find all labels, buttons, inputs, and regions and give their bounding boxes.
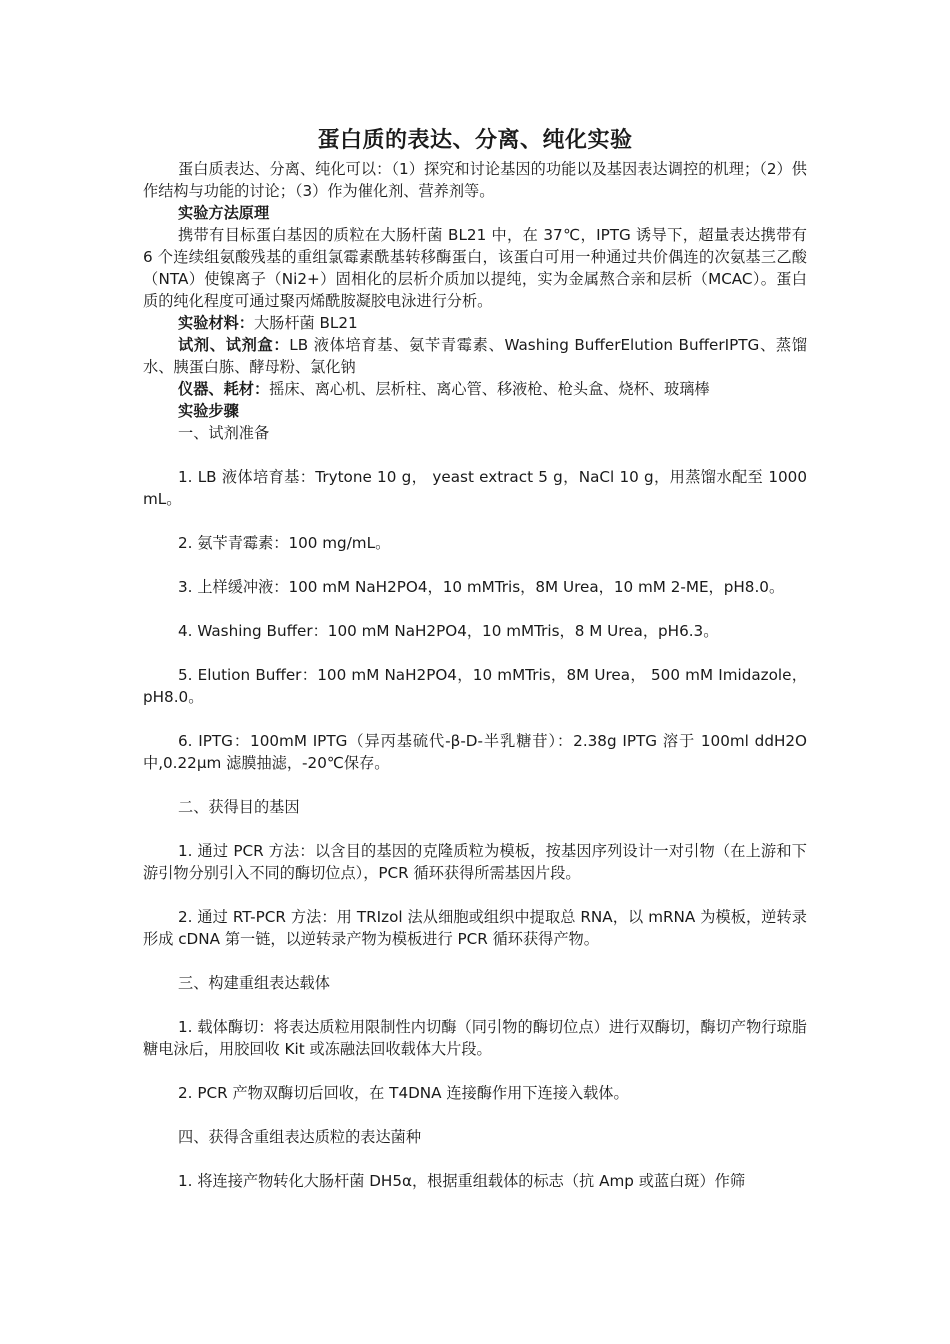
- intro-paragraph: 蛋白质表达、分离、纯化可以：（1）探究和讨论基因的功能以及基因表达调控的机理；（2）供作结构与功能的讨论；（3）作为催化剂、营养剂等。: [143, 160, 807, 200]
- list-item: 1. 载体酶切：将表达质粒用限制性内切酶（同引物的酶切位点）进行双酶切，酶切产物行琼脂糖电泳后，用胶回收 Kit 或冻融法回收载体大片段。: [143, 1018, 807, 1058]
- list-item: 2. 通过 RT-PCR 方法：用 TRIzol 法从细胞或组织中提取总 RNA，以 mRNA 为模板，逆转录形成 cDNA 第一链，以逆转录产物为模板进行 PCR 循环获得产物。: [143, 908, 807, 948]
- section-heading: 一、试剂准备: [178, 424, 270, 442]
- reagents-label: 试剂、试剂盒：: [178, 336, 290, 354]
- instruments-text: 摇床、离心机、层析柱、离心管、移液枪、枪头盒、烧杯、玻璃棒: [269, 380, 710, 398]
- section-heading: 二、获得目的基因: [178, 798, 300, 816]
- steps-heading: 实验步骤: [178, 402, 239, 420]
- instruments-label: 仪器、耗材：: [178, 380, 270, 398]
- list-item: 4. Washing Buffer：100 mM NaH2PO4，10 mMTris，8 M Urea，pH6.3。: [178, 622, 719, 640]
- list-item: 6. IPTG：100mM IPTG（异丙基硫代-β-D-半乳糖苷）：2.38g IPTG 溶于 100ml ddH2O 中,0.22μm 滤膜抽滤，-20℃保存。: [143, 732, 807, 772]
- list-item: 3. 上样缓冲液：100 mM NaH2PO4，10 mMTris，8M Urea，10 mM 2-ME，pH8.0。: [178, 578, 785, 596]
- reagents-text: LB 液体培育基、氨苄青霉素、Washing BufferElution BufferIPTG、蒸馏水、胰蛋白胨、酵母粉、氯化钠: [143, 336, 808, 376]
- list-item: 2. PCR 产物双酶切后回收，在 T4DNA 连接酶作用下连接入载体。: [178, 1084, 629, 1102]
- list-item: 5. Elution Buffer：100 mM NaH2PO4，10 mMTris，8M Urea， 500 mM Imidazole， pH8.0。: [143, 666, 807, 706]
- document-page: [143, 124, 807, 1192]
- materials-line: [143, 312, 807, 334]
- section-heading: 四、获得含重组表达质粒的表达菌种: [178, 1128, 421, 1146]
- section-heading: 三、构建重组表达载体: [178, 974, 330, 992]
- materials-text: 大肠杆菌 BL21: [253, 314, 358, 332]
- reagents-line: [143, 334, 807, 378]
- principle-paragraph: 携带有目标蛋白基因的质粒在大肠杆菌 BL21 中，在 37℃，IPTG 诱导下，超量表达携带有 6 个连续组氨酸残基的重组氯霉素酰基转移酶蛋白，该蛋白可用一种通过共价偶连的次氨基三乙酸（NTA）使镍离子（Ni2+）固相化的层析介质加以提纯，实为金属熬合亲和层析（MCAC）。蛋白质的纯化程度可通过聚丙烯酰胺凝胶电泳进行分析。: [143, 226, 807, 310]
- list-item: 1. LB 液体培育基：Trytone 10 g， yeast extract 5 g，NaCl 10 g，用蒸馏水配至 1000 mL。: [143, 468, 807, 508]
- list-item: 1. 通过 PCR 方法：以含目的基因的克隆质粒为模板，按基因序列设计一对引物（在上游和下游引物分别引入不同的酶切位点），PCR 循环获得所需基因片段。: [143, 842, 807, 882]
- instruments-line: [143, 378, 807, 400]
- list-item: 1. 将连接产物转化大肠杆菌 DH5α，根据重组载体的标志（抗 Amp 或蓝白斑）作筛: [178, 1172, 746, 1190]
- page-title: 蛋白质的表达、分离、纯化实验: [317, 128, 633, 153]
- list-item: 2. 氨苄青霉素：100 mg/mL。: [178, 534, 391, 552]
- materials-label: 实验材料：: [178, 314, 254, 332]
- principle-heading: 实验方法原理: [178, 204, 270, 222]
